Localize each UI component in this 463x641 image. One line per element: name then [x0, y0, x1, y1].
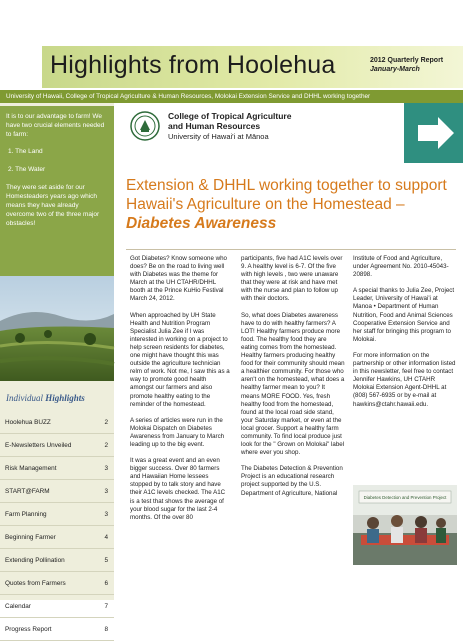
toc-page: 2 [104, 418, 108, 426]
toc-label: Beginning Farmer [5, 533, 56, 541]
toc-row[interactable] [0, 549, 114, 572]
paragraph: The Diabetes Detection & Prevention Project is an educational research project supported by the U.S. Department of Agriculture, National [241, 465, 343, 497]
paragraph: For more information on the partnership or other information listed in this newsletter, feel free to contact Jennifer Hawkins, UH CTAHR Molokai Extension Agent-DHHL at (808) 567-6935 or by e-mail at hawkins@ctahr.hawaii.edu. [353, 351, 456, 408]
college-name-line2: and Human Resources [168, 121, 261, 131]
paragraph: A series of articles were run in the Molokai Dispatch on Diabetes Awareness from January to March leading up to the big event. [130, 416, 225, 448]
table-of-contents [0, 411, 114, 641]
toc-row[interactable] [0, 457, 114, 480]
toc-row[interactable] [0, 572, 114, 595]
toc-label: Farm Planning [5, 510, 47, 518]
banner-text: Diabetes Detection and Prevention Project [363, 495, 447, 500]
paragraph: It was a great event and an even bigger success. Over 80 farmers and Hawaiian Home lessees stopped by to talk story and have their A1C levels checked. The A1C is a test that shows the average of your blood sugar for the last 2-4 months. Of the over 80 [130, 457, 226, 521]
toc-page: 6 [104, 579, 108, 587]
university-name: University of Hawai'i at Mānoa [168, 132, 269, 141]
toc-page: 7 [104, 602, 108, 610]
toc-row[interactable] [0, 411, 114, 434]
report-period: January-March [370, 65, 420, 73]
article-headline [126, 176, 456, 233]
toc-row[interactable] [0, 595, 114, 618]
headline-emphasis: Diabetes Awareness [126, 215, 277, 232]
university-seal-icon [130, 111, 160, 141]
toc-row[interactable] [0, 618, 114, 641]
paragraph: participants, five had A1C levels over 9. A healthy level is 6-7. Of the five with high levels , two were unaware that they were at risk and have met with the nurse and plan to follow up with their doctors. [241, 255, 343, 303]
newsletter-title: Highlights from Hoolehua [50, 51, 336, 79]
toc-page: 2 [104, 441, 108, 449]
headline-divider [126, 249, 456, 250]
landscape-photo [0, 276, 114, 381]
dhhl-arrow-logo [404, 103, 463, 163]
masthead [0, 0, 463, 95]
toc-page: 5 [104, 556, 108, 564]
arrow-icon [404, 103, 463, 163]
paragraph: So, what does Diabetes awareness have to do with healthy farmers? A LOT! Healthy farmers produce more food. The healthy food they are eating comes from the homestead. Healthy farmers producing healthy food for their community should mean a healthier community. For those who aren't on the homestead, what does a healthy farmer mean to you? It means MORE FOOD. Yes, fresh healthy food from the homestead, found at the local road side stand, your Saturday market, or even at the local grocer. Support a healthy farm community. To find local produce just look for the " Grown on Molokai" label where ever you shop. [241, 311, 345, 457]
college-name [168, 111, 291, 131]
toc-label: Risk Management [5, 464, 57, 472]
toc-page: 3 [104, 487, 108, 495]
highlights-prefix: Individual [6, 393, 43, 403]
college-header [114, 103, 463, 163]
toc-row[interactable] [0, 503, 114, 526]
paragraph: Institute of Food and Agriculture, under Agreement No. 2010-45043-20898. [353, 255, 449, 279]
paragraph: A special thanks to Julia Zee, Project Leader, University of Hawai'i at Manoa • Department of Human Nutrition, Food and Animal Sciences Cooperative Extension Service and her staff for bringing this program to Molokai. [353, 287, 455, 343]
paragraph: Got Diabetes? Know someone who does? Be on the road to living well with Diabetes was the theme for March at the UH CTAHR/DHHL booth at the Prince KuHio Festival March 24, 2012. [130, 255, 227, 303]
event-photo [353, 485, 457, 565]
highlights-heading [6, 393, 85, 403]
affiliation-bar: University of Hawaii, College of Tropical Agriculture & Human Resources, Molokai Extension Service and DHHL working together [0, 90, 463, 103]
toc-label: Hoolehua BUZZ [5, 418, 51, 426]
article-column-3 [353, 255, 457, 417]
toc-row[interactable] [0, 480, 114, 503]
report-label [370, 57, 443, 74]
sidebar [0, 103, 114, 633]
toc-row[interactable] [0, 526, 114, 549]
toc-label: Progress Report [5, 625, 52, 633]
intro-text: It is to our advantage to farm! We have two crucial elements needed to farm: [6, 113, 105, 138]
toc-page: 3 [104, 510, 108, 518]
toc-label: Extending Pollination [5, 556, 65, 564]
list-item-water: 2. The Water [8, 166, 46, 173]
highlights-word: Highlights [45, 393, 85, 403]
sidebar-intro [0, 106, 114, 276]
toc-label: E-Newsletters Unveiled [5, 441, 72, 449]
report-title: 2012 Quarterly Report [370, 57, 444, 64]
toc-label: Calendar [5, 602, 31, 610]
toc-page: 8 [104, 625, 108, 633]
headline-main: Extension & DHHL working together to support Hawaii's Agriculture on the Homestead – [126, 177, 447, 213]
article-column-2 [241, 255, 345, 506]
toc-label: Quotes from Farmers [5, 579, 66, 587]
list-item-land: 1. The Land [8, 148, 43, 155]
toc-page: 3 [104, 464, 108, 472]
toc-row[interactable] [0, 434, 114, 457]
paragraph: When approached by UH State Health and Nutrition Program Specialist Julia Zee if I was interested in working on a project to help screen residents for diabetes, one might have thought this was outside the agriculture technician relm of work. Not me, I saw this as a way to promote good health amongst our farmers and also promote healthy eating to the reminder of the homestead. [130, 311, 230, 408]
outro-text: They were set aside for our Homesteaders years ago which means they have already overcome two of the three major obstacles! [6, 184, 100, 227]
college-name-line1: College of Tropical Agriculture [168, 111, 292, 121]
toc-page: 4 [104, 533, 108, 541]
article-column-1 [130, 255, 230, 530]
toc-label: START@FARM [5, 487, 50, 495]
